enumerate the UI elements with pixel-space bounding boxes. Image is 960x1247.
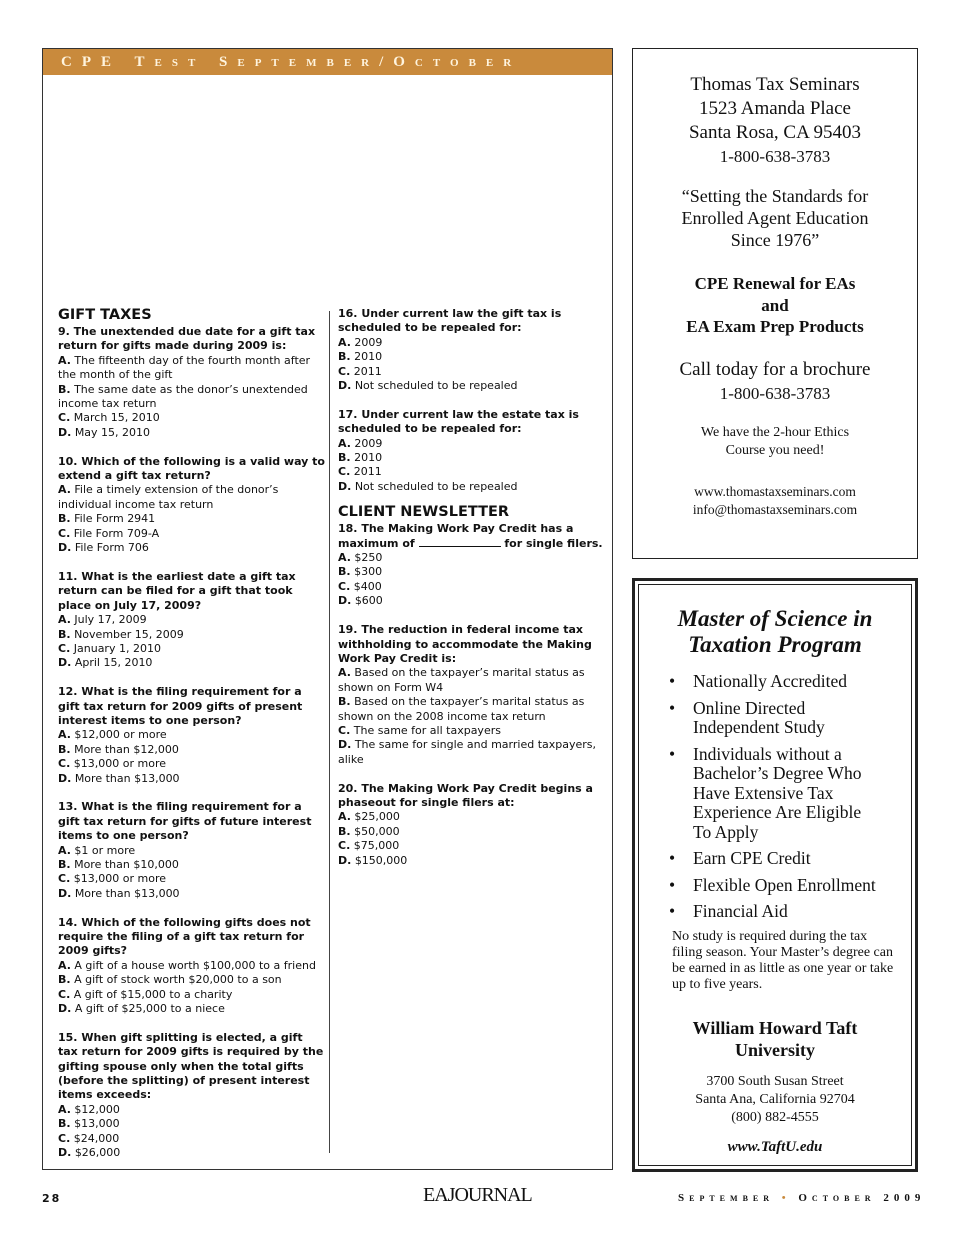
ad-company-name: Thomas Tax Seminars [690, 74, 860, 95]
answer-option: D. More than $13,000 [58, 886, 180, 900]
answer-option: B. $300 [338, 565, 383, 579]
answer-option: B. The same date as the donor’s unextended income tax return [58, 382, 308, 411]
answer-option: A. $250 [338, 551, 383, 565]
answer-option: C. 2011 [338, 465, 382, 479]
bullet-icon: • [669, 874, 676, 895]
question-17 [338, 408, 603, 494]
question-14 [58, 916, 326, 1017]
answer-option: C. 2011 [338, 364, 382, 378]
question-text: 14. Which of the following gifts does not require the filing of a gift tax return for 2009 gifts? [58, 915, 311, 958]
question-15 [58, 1031, 326, 1161]
ad-taft-university [632, 578, 918, 1172]
question-9 [58, 325, 326, 440]
ad-street: 1523 Amanda Place [699, 98, 851, 119]
answer-option: B. A gift of stock worth $20,000 to a son [58, 973, 282, 987]
question-text: 10. Which of the following is a valid way to extend a gift tax return? [58, 454, 325, 483]
ad-city: Santa Rosa, CA 95403 [688, 122, 862, 143]
answer-option: D. $26,000 [58, 1146, 121, 1160]
answer-option: C. $13,000 or more [58, 872, 166, 886]
ad-product-line: CPE Renewal for EAs [694, 274, 856, 293]
question-text: 16. Under current law the gift tax is scheduled to be repealed for: [338, 307, 562, 335]
ad-feature-item: • Nationally Accredited [669, 671, 848, 691]
ad-university-address: 3700 South Susan Street Santa Ana, California 92704 (800) 882-4555 [695, 1073, 855, 1125]
bullet-icon: • [669, 697, 676, 718]
bullet-icon: • [669, 848, 676, 868]
answer-option: A. Based on the taxpayer’s marital status as shown on Form W4 [338, 666, 585, 694]
ad-feature-item: • Flexible Open Enrollment [669, 874, 876, 895]
answer-option: B. Based on the taxpayer’s marital status as shown on the 2008 income tax return [338, 695, 585, 723]
answer-option: A. $12,000 [58, 1102, 120, 1116]
question-column-right [338, 307, 603, 882]
question-text: 9. The unextended due date for a gift tax return for gifts made during 2009 is: [58, 325, 316, 353]
bullet-icon: • [669, 671, 676, 691]
question-12 [58, 685, 326, 786]
answer-option: A. $1 or more [58, 843, 136, 857]
fill-in-blank [419, 537, 501, 547]
ad-feature-item: • Financial Aid [669, 901, 788, 921]
ad-phone-secondary: 1-800-638-3783 [719, 383, 831, 403]
ad-feature-item: • Online Directed Independent Study [669, 697, 825, 737]
issue-date: September • October 2009 [678, 1192, 926, 1204]
answer-option: D. $600 [338, 594, 383, 608]
answer-option: B. More than $12,000 [58, 742, 179, 756]
answer-option: C. $400 [338, 579, 382, 593]
ad-university-website-link[interactable]: www.TaftU.edu [727, 1138, 823, 1155]
answer-option: C. January 1, 2010 [58, 641, 161, 655]
question-16 [338, 307, 603, 393]
bullet-icon: • [669, 743, 676, 764]
question-text: 13. What is the filing requirement for a gift tax return for gifts of future interest items to one person? [58, 800, 312, 843]
question-text: 12. What is the filing requirement for a gift tax return for 2009 gifts of present interest items to one person? [58, 685, 303, 727]
answer-option: B. $13,000 [58, 1117, 120, 1131]
ea-journal-logo: EAJOURNAL [423, 1184, 532, 1206]
bullet-icon: • [669, 901, 676, 921]
answer-option: C. A gift of $15,000 to a charity [58, 987, 233, 1001]
answer-option: C. The same for all taxpayers [338, 723, 501, 737]
question-13 [58, 800, 326, 901]
answer-option: D. Not scheduled to be repealed [338, 479, 518, 493]
answer-option: B. $50,000 [338, 824, 400, 838]
cpe-test-header: CPE Test September/October [43, 49, 612, 75]
answer-option: D. $150,000 [338, 853, 408, 867]
answer-option: B. More than $10,000 [58, 857, 179, 871]
question-19 [338, 623, 603, 767]
ad-phone: 1-800-638-3783 [719, 147, 831, 166]
question-text: 19. The reduction in federal income tax withholding to accommodate the Making Work Pay Credit is: [338, 623, 592, 665]
answer-option: C. $75,000 [338, 839, 400, 853]
answer-option: D. More than $13,000 [58, 771, 180, 785]
answer-option: A. $25,000 [338, 810, 400, 824]
separator-dot-icon: • [781, 1192, 791, 1204]
answer-option: D. File Form 706 [58, 541, 149, 555]
ad-website-link[interactable]: www.thomastaxseminars.com [694, 483, 856, 499]
answer-option: B. File Form 2941 [58, 512, 156, 526]
ad-thomas-tax-seminars [632, 48, 918, 559]
ad-product-line: and [761, 295, 789, 315]
answer-option: A. 2009 [338, 335, 383, 349]
answer-option: D. Not scheduled to be repealed [338, 379, 518, 393]
answer-option: A. The fifteenth day of the fourth month after the month of the gift [58, 353, 311, 382]
answer-option: D. April 15, 2010 [58, 656, 153, 670]
answer-option: D. The same for single and married taxpayers, alike [338, 738, 597, 766]
cpe-test-panel [42, 48, 613, 1170]
answer-option: A. July 17, 2009 [58, 613, 147, 627]
question-11 [58, 570, 326, 671]
answer-option: B. 2010 [338, 350, 383, 364]
question-column-left [58, 307, 326, 1175]
answer-option: C. $13,000 or more [58, 757, 166, 771]
page-number: 28 [42, 1192, 62, 1205]
ad-product-line: EA Exam Prep Products [686, 317, 864, 336]
ad-feature-item: • Earn CPE Credit [669, 848, 811, 868]
answer-option: B. November 15, 2009 [58, 627, 184, 641]
answer-option: D. A gift of $25,000 to a niece [58, 1002, 225, 1016]
answer-option: B. 2010 [338, 451, 383, 465]
answer-option: C. $24,000 [58, 1131, 120, 1145]
ad-slogan-line: Enrolled Agent Education [681, 208, 869, 228]
ad-call-today: Call today for a brochure [679, 358, 871, 380]
ad-slogan-line: Since 1976” [730, 230, 820, 250]
question-text: 17. Under current law the estate tax is scheduled to be repealed for: [338, 407, 579, 436]
answer-option: C. File Form 709-A [58, 526, 160, 540]
question-18 [338, 522, 603, 608]
ad-ethics-line: We have the 2-hour Ethics [700, 424, 850, 440]
question-text: 15. When gift splitting is elected, a gift tax return for 2009 gifts is required by the gifting spouse only when the total gifts (before the splitting) of present interest items exceeds: [58, 1030, 324, 1102]
answer-option: A. File a timely extension of the donor’s individual income tax return [58, 483, 279, 511]
ad-feature-list [639, 672, 911, 922]
answer-option: A. 2009 [338, 436, 383, 450]
section-title-client-newsletter: CLIENT NEWSLETTER [338, 504, 510, 521]
answer-option: A. A gift of a house worth $100,000 to a friend [58, 958, 316, 972]
answer-option: A. $12,000 or more [58, 728, 167, 742]
ad-study-note: No study is required during the tax filing season. Your Master’s degree can be earned in as little as one year or take up to five years. [672, 928, 894, 992]
question-text: 18. The Making Work Pay Credit has a maximum of for single filers. [338, 522, 603, 550]
question-20 [338, 782, 603, 868]
ad-email-link[interactable]: info@thomastaxseminars.com [692, 501, 858, 517]
ad-feature-item: • Individuals without a Bachelor’s Degree Who Have Extensive Tax Experience Are Eligible To Apply [669, 743, 862, 842]
ad-ethics-line: Course you need! [725, 443, 825, 458]
column-divider [329, 311, 330, 1153]
answer-option: C. March 15, 2010 [58, 411, 160, 425]
question-text: 20. The Making Work Pay Credit begins a phaseout for single filers at: [338, 781, 593, 809]
answer-option: D. May 15, 2010 [58, 425, 151, 439]
question-text: 11. What is the earliest date a gift tax return can be filed for a gift that took place on July 17, 2009? [58, 569, 296, 612]
ad-university-name: William Howard Taft University [692, 1017, 858, 1060]
ad-taft-inner-frame [638, 584, 912, 1166]
ad-program-heading: Master of Science in Taxation Program [677, 606, 873, 657]
ad-slogan-line: “Setting the Standards for [681, 186, 869, 206]
question-10 [58, 455, 326, 556]
section-title-gift-taxes: GIFT TAXES [58, 307, 152, 323]
